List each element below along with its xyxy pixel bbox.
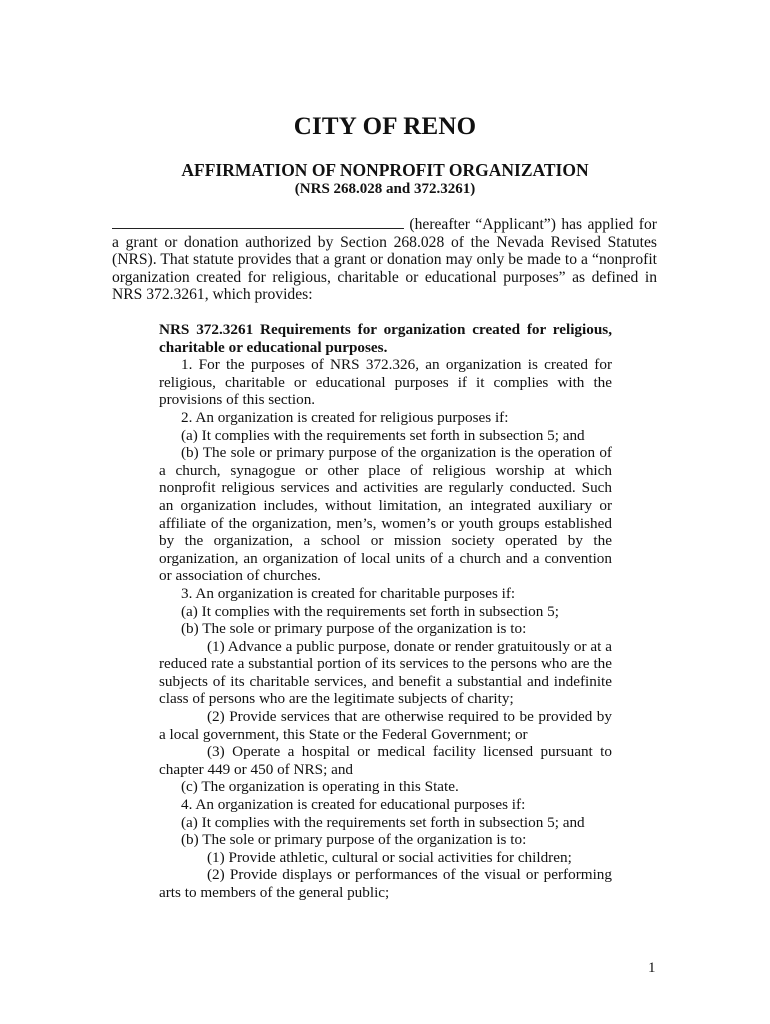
page-number: 1 bbox=[648, 960, 656, 976]
statute-heading: NRS 372.3261 Requirements for organization created for religious, charitable or educational purposes. bbox=[159, 321, 612, 356]
statute-paragraph: 4. An organization is created for educational purposes if: bbox=[181, 796, 526, 814]
statute-paragraph: 1. For the purposes of NRS 372.326, an organization is created for religious, charitable or educational purposes if it complies with the provisions of this section. bbox=[159, 356, 612, 409]
statute-paragraph: 2. An organization is created for religious purposes if: bbox=[181, 408, 509, 426]
statute-paragraph: (b) The sole or primary purpose of the organization is the operation of a church, synagogue or other place of religious worship at which nonprofit religious services and activities are regularly conducted. Such an organization includes, without limitation, an integrated auxiliary or affiliate of the organization, men’s, women’s or youth groups established by the organization, a school or mission society operated by the organization, an organization of local units of a church and a convention or association of churches. bbox=[159, 444, 612, 585]
statute-paragraph: (a) It complies with the requirements set forth in subsection 5; and bbox=[181, 426, 585, 444]
form-title: AFFIRMATION OF NONPROFIT ORGANIZATION bbox=[181, 160, 589, 180]
statute-paragraph: (a) It complies with the requirements set forth in subsection 5; bbox=[181, 602, 559, 620]
statute-paragraph: (1) Provide athletic, cultural or social activities for children; bbox=[207, 848, 572, 866]
statute-paragraph: (2) Provide services that are otherwise required to be provided by a local government, this State or the Federal Government; or bbox=[159, 708, 612, 743]
statute-paragraph: (b) The sole or primary purpose of the organization is to: bbox=[181, 620, 527, 638]
statute-reference: (NRS 268.028 and 372.3261) bbox=[294, 181, 476, 197]
applicant-name-blank[interactable] bbox=[112, 214, 404, 229]
intro-paragraph bbox=[112, 214, 657, 304]
statute-paragraph: (b) The sole or primary purpose of the organization is to: bbox=[181, 831, 527, 849]
document-city-title: CITY OF RENO bbox=[293, 113, 477, 140]
intro-text: (hereafter “Applicant”) has applied for a grant or donation authorized by Section 268.028 of the Nevada Revised Statutes (NRS). That statute provides that a grant or donation may only be made to a “nonprofit organization created for religious, charitable or educational purposes” as defined in NRS 372.3261, which provides: bbox=[112, 216, 657, 303]
statute-paragraph: (2) Provide displays or performances of the visual or performing arts to members of the general public; bbox=[159, 866, 612, 901]
statute-paragraph: (1) Advance a public purpose, donate or render gratuitously or at a reduced rate a substantial portion of its services to the persons who are the subjects of its charitable services, and benefit a substantial and indefinite class of persons who are the legitimate subjects of charity; bbox=[159, 637, 612, 708]
statute-paragraph: (3) Operate a hospital or medical facility licensed pursuant to chapter 449 or 450 of NRS; and bbox=[159, 743, 612, 778]
statute-paragraph: 3. An organization is created for charitable purposes if: bbox=[181, 584, 516, 602]
statute-paragraph: (a) It complies with the requirements set forth in subsection 5; and bbox=[181, 813, 585, 831]
statute-quote bbox=[159, 321, 612, 902]
statute-paragraph: (c) The organization is operating in this State. bbox=[181, 778, 459, 796]
